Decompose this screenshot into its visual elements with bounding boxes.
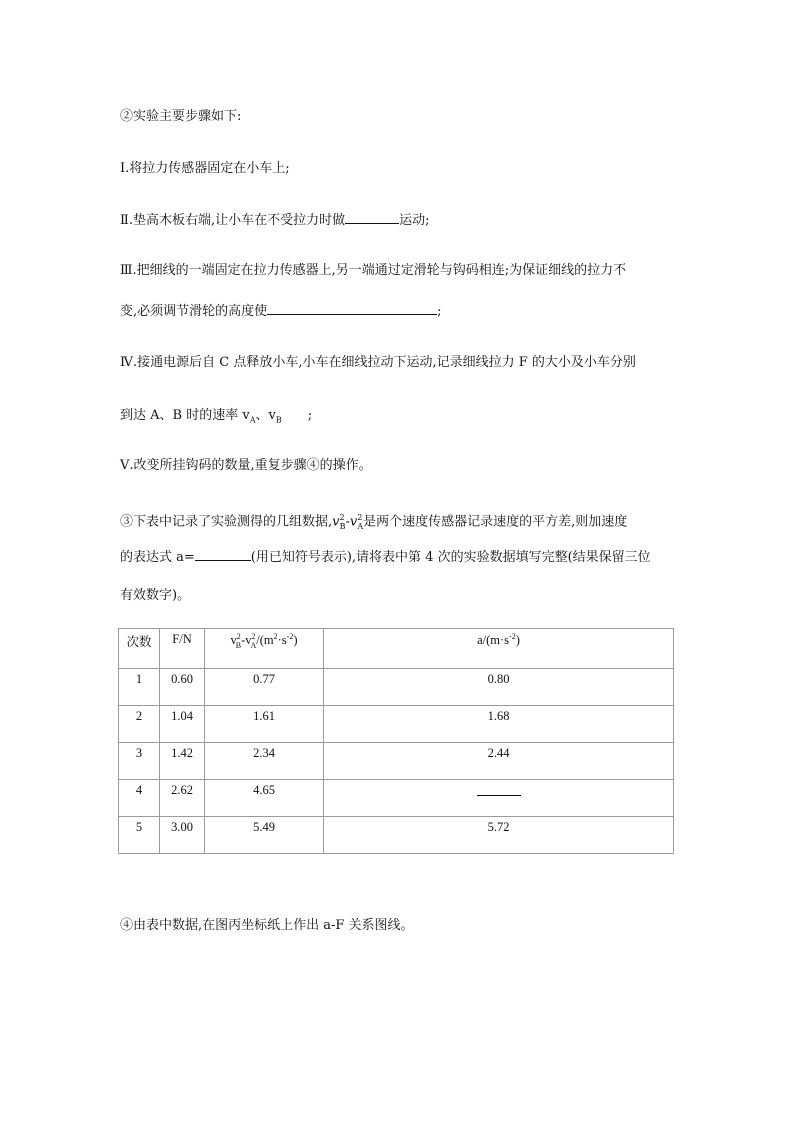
- vb-symbol: v: [332, 514, 340, 530]
- q3-line2-text: 的表达式 a=: [120, 550, 195, 565]
- table-header-row: [119, 629, 674, 669]
- cell-count: 5: [119, 817, 160, 854]
- step-iii-text: 变,必须调节滑轮的高度使: [120, 304, 268, 319]
- table-row: [119, 743, 674, 780]
- q3-sup: 2: [339, 513, 345, 522]
- table-row: [119, 817, 674, 854]
- cell-force: 2.62: [160, 780, 205, 817]
- step-ii-text: Ⅱ.垫高木板右端,让小车在不受拉力时做: [120, 213, 346, 228]
- q3-line1: [120, 509, 627, 536]
- cell-count: 4: [119, 780, 160, 817]
- q3-tail: 是两个速度传感器记录速度的平方差,则加速度: [363, 514, 628, 530]
- q3-sup-a: 2: [357, 513, 363, 522]
- answer-blank-motion[interactable]: [345, 211, 399, 224]
- cell-accel: 1.68: [324, 706, 674, 743]
- q4: ④由表中数据,在图丙坐标纸上作出 a-F 关系图线。: [120, 918, 414, 933]
- cell-velocity: 0.77: [205, 669, 324, 706]
- table-row: [119, 780, 674, 817]
- step-v: Ⅴ.改变所挂钩码的数量,重复步骤④的操作。: [120, 458, 372, 473]
- q3-text: ③下表中记录了实验测得的几组数据,: [120, 514, 333, 530]
- header-force: F/N: [160, 629, 205, 669]
- q3-sub-a: A: [357, 521, 364, 531]
- step-iii-tail: ;: [437, 304, 442, 319]
- cell-accel: 0.80: [324, 669, 674, 706]
- cell-accel-blank[interactable]: [324, 780, 674, 817]
- answer-blank-pulley[interactable]: [267, 302, 437, 315]
- step-iv-tail: ;: [307, 408, 313, 423]
- step-iv-text: 到达 A、B 时的速率 v: [120, 408, 250, 423]
- cell-velocity: 1.61: [205, 706, 324, 743]
- cell-count: 3: [119, 743, 160, 780]
- q3-line2: [120, 548, 651, 567]
- step-iv-line1: Ⅳ.接通电源后自 C 点释放小车,小车在细线拉动下运动,记录细线拉力 F 的大小及小车分别: [120, 355, 636, 370]
- q3-line2-tail: (用已知符号表示),请将表中第 4 次的实验数据填写完整(结果保留三位: [250, 550, 651, 565]
- step-i: Ⅰ.将拉力传感器固定在小车上;: [120, 161, 290, 176]
- step-iii-line2: [120, 302, 442, 321]
- q3-line3: 有效数字)。: [120, 588, 191, 603]
- cell-velocity: 4.65: [205, 780, 324, 817]
- table-row: [119, 669, 674, 706]
- answer-blank-accel-expr[interactable]: [195, 548, 251, 561]
- cell-velocity: 5.49: [205, 817, 324, 854]
- header-velocity-sq-diff: $v^2_B-v^2_A/(m^2\cdot s^{-2})$: [205, 629, 324, 669]
- answer-blank-row4[interactable]: [477, 783, 521, 796]
- va-symbol: -v: [345, 514, 358, 530]
- step-iv-line2: [120, 407, 312, 430]
- cell-force: 1.42: [160, 743, 205, 780]
- table-row: [119, 706, 674, 743]
- step-ii: [120, 211, 430, 230]
- step-ii-tail: 运动;: [399, 213, 430, 228]
- cell-force: 3.00: [160, 817, 205, 854]
- cell-count: 2: [119, 706, 160, 743]
- sub-b: B: [275, 415, 282, 425]
- step-intro: ②实验主要步骤如下:: [120, 109, 242, 124]
- cell-count: 1: [119, 669, 160, 706]
- cell-velocity: 2.34: [205, 743, 324, 780]
- cell-accel: 5.72: [324, 817, 674, 854]
- header-count: 次数: [119, 629, 160, 669]
- data-table: [118, 628, 674, 854]
- sub-a: A: [249, 415, 256, 425]
- step-iii-line1: Ⅲ.把细线的一端固定在拉力传感器上,另一端通过定滑轮与钩码相连;为保证细线的拉力不: [120, 263, 627, 278]
- cell-accel: 2.44: [324, 743, 674, 780]
- cell-force: 1.04: [160, 706, 205, 743]
- cell-force: 0.60: [160, 669, 205, 706]
- header-acceleration: $a/(m\cdot s^{-2})$: [324, 629, 674, 669]
- step-iv-mid: 、v: [255, 408, 276, 423]
- q3-sub-b: B: [339, 521, 346, 531]
